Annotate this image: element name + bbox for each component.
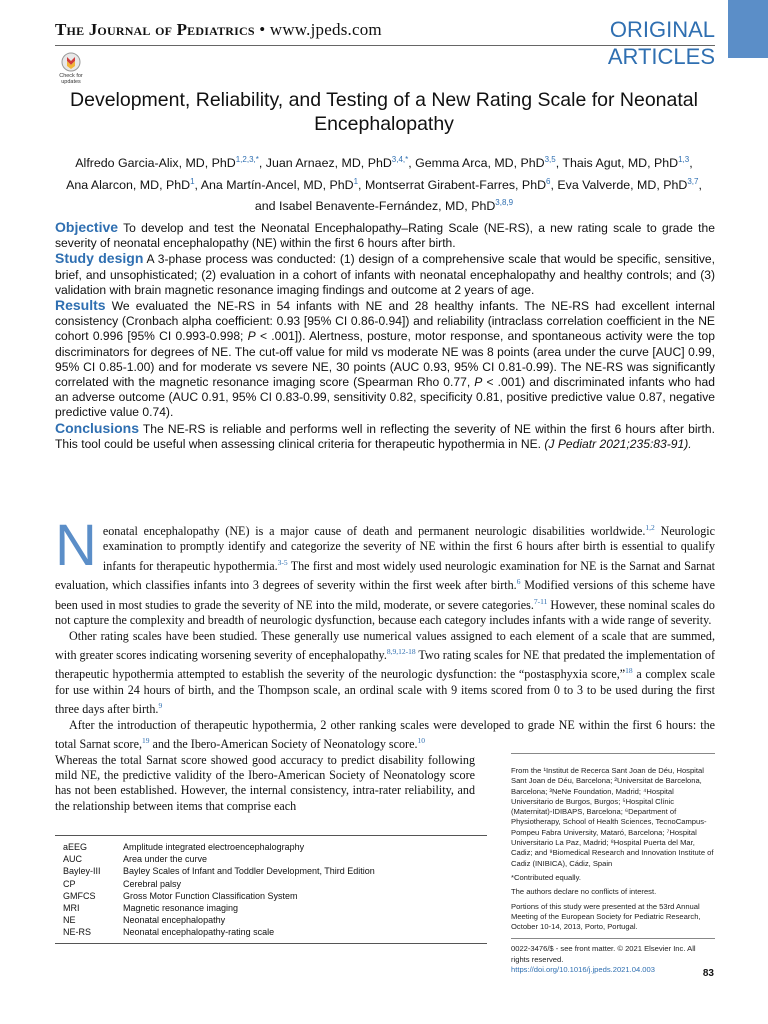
body-text: Modified versions of this scheme have been used in most studies to grade the severity of NE into the mild, moderate, or severe categories.	[55, 578, 715, 612]
abbreviation-definition: Amplitude integrated electroencephalography	[123, 842, 305, 852]
affiliations-text: From the ¹Institut de Recerca Sant Joan de Déu, Hospital Sant Joan de Déu, Barcelona; ²Universitat de Barcelona, Barcelona; ³NeNe Foundation, Madrid; ⁴Hospital Universitario de Burgos, Burgos; ⁵Hospital Clínic (Maternitat)-IDIBAPS, Barcelona; ⁶Department of Physiotherapy, School of Health Sciences, TecnoCampus-Pompeu Fabra University, Mataró, Barcelona; ⁷Hospital Universitario La Paz, Madrid; ⁸Hospital Puerta del Mar, Cadiz; and ⁹Biomedical Research and Innovation Institute of Cadiz (INIBICA), Cádiz, Spain	[511, 766, 714, 868]
doi-link[interactable]: https://doi.org/10.1016/j.jpeds.2021.04.003	[511, 965, 655, 975]
objective-heading: Objective	[55, 219, 119, 235]
study-design-heading: Study design	[55, 250, 144, 267]
conclusions-text: The NE-RS is reliable and performs well in reflecting the severity of NE within the first 6 hours after birth. This tool could be useful when assessing clinical criteria for therapeutic hypothermia in NE.	[55, 421, 715, 451]
abbreviation-row	[63, 890, 487, 902]
body-text: After the introduction of therapeutic hypothermia, 2 other ranking scales were developed to grade NE within the first 6 hours: the total Sarnat score,	[55, 717, 715, 752]
author-affiliation-sup: 1,2,3,*	[235, 155, 259, 164]
abbreviation-term: MRI	[63, 903, 80, 914]
citation-link[interactable]: 1,2	[645, 523, 655, 532]
abbreviation-term: CP	[63, 878, 76, 889]
journal-header	[55, 20, 382, 40]
presented-note: Portions of this study were presented at the 53rd Annual Meeting of the European Society for Pediatric Research, October 10-14, 2013, Porto, Portugal.	[511, 901, 701, 932]
body-paragraph-3	[55, 718, 715, 753]
abstract	[55, 220, 715, 452]
crossmark-icon	[61, 52, 81, 72]
body-text: eonatal encephalopathy (NE) is a major cause of death and permanent neurologic disabilities worldwide.	[102, 524, 646, 539]
abbreviation-term: aEEG	[63, 842, 88, 852]
results-text-1: We evaluated the NE-RS in 54 infants with NE and 28 healthy infants. The NE-RS had excellent internal consistency (Cronbach alpha coefficient: 0.93 [95% CI 0.86-0.94]) and reliability (intraclass correlation coefficient in the NE cohort 0.996 [95% CI 0.993-0.998;	[55, 299, 715, 344]
body-text: The first and most widely used neurologic examination for NE is the Sarnat and Sarnat evaluation, which classifies infants into 3 degrees of severity within the first week after birth.	[55, 558, 715, 593]
abbreviation-definition: Cerebral palsy	[123, 878, 182, 889]
abstract-objective	[55, 220, 715, 251]
abbreviations-box	[55, 835, 487, 944]
body-paragraph-4: Whereas the total Sarnat score showed good accuracy to predict disability following mild NE, the predictive validity of the Ibero-American Society of Neonatology score has not been established. However, the internal consistency, intra-rater reliability, and the relationship between items that comprise each	[55, 752, 475, 813]
journal-url[interactable]: www.jpeds.com	[269, 20, 382, 39]
abstract-conclusions	[55, 421, 715, 452]
abbreviation-definition: Neonatal encephalopathy	[123, 915, 226, 926]
abbreviation-row	[63, 902, 487, 914]
abbreviation-term: NE-RS	[63, 927, 92, 938]
article-title: Development, Reliability, and Testing of a New Rating Scale for Neonatal Encephalopathy	[70, 89, 698, 135]
body-paragraph-1	[55, 513, 715, 629]
author-name: Alfredo Garcia-Alix, MD, PhD	[75, 156, 236, 171]
author-name: Montserrat Girabent-Farres, PhD	[364, 177, 547, 192]
author-name: Thais Agut, MD, PhD	[562, 156, 679, 171]
citation: (J Pediatr 2021;235:83-91).	[544, 436, 692, 451]
citation-link[interactable]: 3-5	[277, 557, 288, 567]
crossmark-label: Check for updates	[59, 73, 83, 85]
results-p-1: P	[247, 329, 256, 344]
author-and: and	[254, 199, 276, 214]
section-label	[608, 16, 715, 70]
abbreviation-row	[63, 853, 487, 865]
conflicts-note: The authors declare no conflicts of interest.	[511, 887, 657, 897]
study-design-text: A 3-phase process was conducted: (1) design of a comprehensive scale that would be specific, sensitive, brief, and unsophisticated; (2) evaluation in a cohort of infants with neonatal encephalopathy and healthy controls; and (3) validation with brain magnetic resonance imaging findings and outcome at 2 years of age.	[55, 252, 715, 297]
results-heading: Results	[55, 297, 106, 314]
abbreviation-term: NE	[63, 915, 76, 926]
check-for-updates-badge[interactable]	[58, 52, 84, 85]
abstract-study-design	[55, 251, 715, 298]
author-affiliation-sup: 1	[190, 176, 195, 186]
author-list: Alfredo Garcia-Alix, MD, PhD$^{1,2,3,*}$, Juan Arnaez, MD, PhD$^{3,4,*}$, Gemma Arca, MD, PhD$^{3,5}$, Thais Agut, MD, PhD$^{1,3}$, Ana Alarcon, MD, PhD$^1$, Ana Martín-Ancel, MD, PhD$^1$, Montserrat Girabent-Farres, PhD$^6$, Eva Valverde, MD, PhD$^{3,7}$, and Isabel Benavente-Fernández, MD, PhD$^{3,8,9}$	[66, 155, 702, 214]
results-text-2: < .001]). Alertness, posture, motor response, and spontaneous activity were the top discriminators for degrees of NE. The cut-off value for mild vs moderate NE was 8 points (area under the curve [AUC] 0.99, 95% CI 0.85-1.00) and for moderate vs severe NE, 30 points (AUC 0.93, 95% CI 0.81-0.99). The NE-RS was significantly correlated with the magnetic resonance imaging score (Spearman Rho 0.77,	[55, 329, 715, 390]
abbreviation-row	[63, 841, 487, 853]
author-affiliation-sup: 1,3	[678, 155, 690, 164]
conclusions-heading: Conclusions	[55, 419, 140, 436]
author-affiliation-sup: 3,5	[544, 155, 556, 164]
abbreviation-term: GMFCS	[63, 890, 96, 901]
citation-link[interactable]: 7-11	[533, 596, 548, 606]
abbreviation-definition: Neonatal encephalopathy-rating scale	[123, 927, 275, 938]
abbreviation-row	[63, 865, 487, 877]
abbreviation-definition: Bayley Scales of Infant and Toddler Development, Third Edition	[123, 866, 375, 877]
section-label-line2: ARTICLES	[607, 44, 715, 69]
drop-cap: N	[55, 513, 97, 578]
body-text: a complex scale for use within 24 hours of birth, and the Thompson scale, an ordinal scale with 9 items scored from 0 to 3 to be used during the first three days after birth.	[55, 667, 715, 717]
citation-link[interactable]: 19	[141, 736, 150, 746]
body-text: However, these nominal scales do not capture the complexity and breadth of neurologic dysfunction, because each category includes infants with a wide range of severity.	[55, 597, 715, 628]
body-text: Other rating scales have been studied. These generally use numerical values assigned to each element of a scale that are summed, with greater scores indicating worsening severity of encephalopathy.	[55, 628, 715, 662]
author-name: Juan Arnaez, MD, PhD	[265, 156, 392, 171]
journal-name: The Journal of Pediatrics	[55, 20, 255, 39]
abbreviation-row	[63, 914, 487, 926]
author-affiliation-sup: 3,8,9	[495, 198, 514, 208]
affiliations-rule	[511, 938, 715, 939]
contributed-note: *Contributed equally.	[511, 872, 581, 882]
header-bullet: •	[259, 20, 266, 39]
abbreviation-definition: Area under the curve	[123, 854, 208, 865]
abbreviation-definition: Gross Motor Function Classification System	[123, 890, 298, 901]
author-affiliation-sup: 6	[546, 176, 551, 186]
objective-text: To develop and test the Neonatal Encephalopathy–Rating Scale (NE-RS), a new rating scale to grade the severity of neonatal encephalopathy (NE) within the first 6 hours after birth.	[55, 221, 715, 251]
abbreviation-definition: Magnetic resonance imaging	[123, 903, 239, 914]
affiliations-box	[511, 753, 715, 975]
section-color-tab	[728, 0, 768, 58]
body-paragraph-2	[55, 629, 715, 718]
results-p-2: P	[474, 375, 483, 390]
abbreviation-row	[63, 878, 487, 890]
results-text-3: < .001) and discriminated infants who had an adverse outcome (AUC 0.91, 95% CI 0.83-0.99, sensitivity 0.82, specificity 0.81, positive predictive value 0.87, negative predictive value 0.74).	[55, 375, 715, 420]
author-name: Isabel Benavente-Fernández, MD, PhD	[279, 199, 496, 214]
citation-link[interactable]: 10	[417, 736, 425, 746]
abbreviation-term: Bayley-III	[63, 866, 101, 877]
author-name: Gemma Arca, MD, PhD	[415, 156, 545, 171]
author-affiliation-sup: 3,7	[687, 176, 699, 186]
copyright-line: 0022-3476/$ - see front matter. © 2021 Elsevier Inc. All rights reserved.	[511, 944, 696, 964]
body-text: and the Ibero-American Society of Neonatology score.	[149, 737, 418, 752]
author-name: Ana Martín-Ancel, MD, PhD	[200, 177, 354, 192]
citation-link[interactable]: 8,9,12-18	[386, 646, 416, 656]
citation-link[interactable]: 9	[158, 701, 163, 711]
section-label-line1: ORIGINAL	[609, 17, 715, 42]
citation-link[interactable]: 6	[516, 577, 521, 587]
citation-link[interactable]: 18	[625, 666, 633, 676]
page-number: 83	[702, 968, 714, 979]
abbreviation-row	[63, 926, 487, 938]
author-name: Eva Valverde, MD, PhD	[557, 177, 688, 192]
author-affiliation-sup: 1	[353, 176, 359, 186]
author-affiliation-sup: 3,4,*	[391, 155, 409, 164]
body-text: Two rating scales for NE that predated the implementation of therapeutic hypothermia attempted to establish the severity of the neurologic dysfunction: the “postasphyxia score,”	[55, 648, 715, 682]
abbreviation-term: AUC	[63, 854, 83, 865]
body-text: Neurologic examination to promptly identify and categorize the severity of NE within the first 6 hours after birth is essential to qualify infants for therapeutic hypothermia.	[102, 524, 715, 573]
author-name: Ana Alarcon, MD, PhD	[66, 177, 191, 192]
abstract-results	[55, 298, 715, 421]
